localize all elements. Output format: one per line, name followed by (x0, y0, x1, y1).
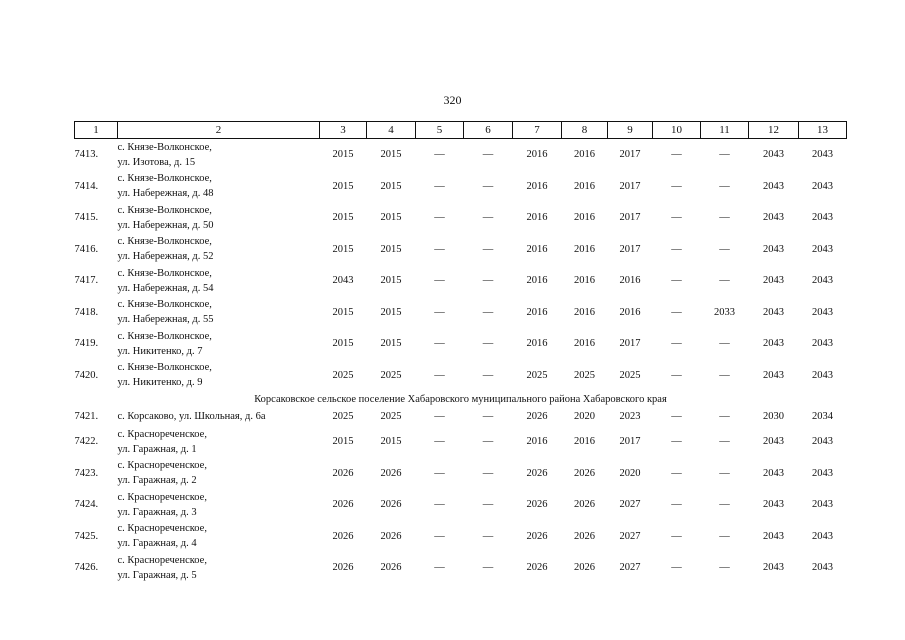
year-cell: 2026 (574, 530, 595, 542)
table-row (75, 265, 847, 297)
row-address (118, 171, 320, 203)
address-line: с. Корсаково, ул. Школьная, д. 6а (117, 410, 266, 422)
table-row (75, 234, 847, 266)
row-number: 7426. (74, 562, 99, 574)
year-cell: 2043 (812, 499, 833, 511)
row-number: 7414. (74, 180, 99, 192)
year-cell: 2015 (332, 149, 354, 161)
year-cell: 2025 (574, 369, 595, 381)
address-line: с. Князе-Волконское, (117, 299, 212, 311)
row-number: 7419. (74, 338, 99, 350)
year-cell: — (482, 499, 494, 511)
year-cell: — (434, 306, 445, 318)
table-row (75, 458, 847, 490)
row-number: 7422. (74, 436, 99, 448)
year-cell: 2026 (380, 562, 402, 574)
column-header: 13 (799, 122, 847, 139)
year-cell: — (719, 369, 730, 381)
column-header-row (75, 122, 847, 139)
year-cell: 2017 (619, 149, 641, 161)
year-cell: 2043 (812, 180, 833, 192)
year-cell: 2020 (619, 467, 641, 479)
year-cell: — (482, 410, 494, 422)
year-cell: 2015 (380, 306, 402, 318)
row-number: 7418. (74, 306, 99, 318)
year-cell: — (719, 562, 730, 574)
year-cell: 2015 (332, 338, 354, 350)
year-cell: 2043 (763, 243, 784, 255)
year-cell: 2026 (526, 499, 548, 511)
year-cell: 2043 (812, 467, 833, 479)
table-row (75, 202, 847, 234)
row-number: 7421. (74, 410, 99, 422)
year-cell: 2016 (619, 306, 641, 318)
year-cell: 2015 (380, 275, 402, 287)
address-line: ул. Гаражная, д. 2 (117, 475, 197, 487)
year-cell: 2027 (619, 530, 641, 542)
table-row (75, 552, 847, 584)
year-cell: — (482, 338, 494, 350)
year-cell: 2033 (714, 306, 735, 318)
year-cell: 2026 (380, 467, 402, 479)
year-cell: — (434, 180, 445, 192)
year-cell: 2017 (619, 436, 641, 448)
row-address (118, 552, 320, 584)
row-number: 7423. (74, 467, 99, 479)
table-row (75, 426, 847, 458)
table-row (75, 139, 847, 171)
year-cell: 2016 (574, 338, 595, 350)
table-row (75, 521, 847, 553)
year-cell: — (671, 275, 682, 287)
address-line: с. Краснореченское, (117, 491, 207, 503)
year-cell: 2043 (812, 243, 833, 255)
year-cell: 2016 (574, 243, 595, 255)
column-header: 3 (320, 122, 367, 139)
year-cell: — (482, 436, 494, 448)
section-title: Корсаковское сельское поселение Хабаровского муниципального района Хабаровского края (254, 393, 667, 405)
address-line: ул. Гаражная, д. 5 (117, 569, 197, 581)
year-cell: — (482, 530, 494, 542)
year-cell: 2016 (574, 436, 595, 448)
year-cell: 2023 (619, 410, 641, 422)
year-cell: — (671, 410, 682, 422)
year-cell: 2043 (763, 212, 784, 224)
address-line: с. Князе-Волконское, (117, 362, 212, 374)
year-cell: — (482, 212, 494, 224)
year-cell: 2043 (763, 306, 784, 318)
address-line: с. Князе-Волконское, (117, 267, 212, 279)
year-cell: — (719, 410, 730, 422)
year-cell: 2043 (763, 499, 784, 511)
address-line: ул. Гаражная, д. 4 (117, 538, 197, 550)
year-cell: 2043 (812, 436, 833, 448)
row-number: 7425. (74, 530, 99, 542)
year-cell: 2026 (526, 467, 548, 479)
year-cell: — (434, 212, 445, 224)
year-cell: — (671, 212, 682, 224)
year-cell: 2025 (332, 410, 354, 422)
year-cell: — (482, 180, 494, 192)
year-cell: 2015 (380, 243, 402, 255)
year-cell: — (719, 180, 730, 192)
column-header: 11 (701, 122, 749, 139)
year-cell: 2043 (812, 562, 833, 574)
row-number: 7415. (74, 212, 99, 224)
address-line: ул. Гаражная, д. 3 (117, 506, 197, 518)
year-cell: 2027 (619, 499, 641, 511)
year-cell: 2027 (619, 562, 641, 574)
year-cell: — (482, 306, 494, 318)
year-cell: 2016 (574, 180, 595, 192)
table-row (75, 406, 847, 426)
year-cell: 2016 (526, 275, 548, 287)
year-cell: 2016 (619, 275, 641, 287)
year-cell: 2030 (763, 410, 784, 422)
year-cell: 2026 (574, 499, 595, 511)
row-address (118, 328, 320, 360)
table-row (75, 171, 847, 203)
year-cell: 2015 (380, 436, 402, 448)
year-cell: 2017 (619, 212, 641, 224)
column-header: 9 (608, 122, 653, 139)
year-cell: — (671, 243, 682, 255)
year-cell: 2043 (763, 275, 784, 287)
year-cell: — (719, 338, 730, 350)
address-line: с. Краснореченское, (117, 460, 207, 472)
row-number: 7413. (74, 149, 99, 161)
address-line: ул. Никитенко, д. 9 (117, 377, 203, 389)
row-number: 7420. (74, 369, 99, 381)
year-cell: 2043 (332, 275, 354, 287)
year-cell: 2043 (763, 562, 784, 574)
year-cell: — (482, 562, 494, 574)
year-cell: 2015 (332, 306, 354, 318)
year-cell: 2016 (526, 149, 548, 161)
year-cell: 2020 (574, 410, 595, 422)
row-address (118, 360, 320, 392)
year-cell: — (482, 243, 494, 255)
year-cell: 2043 (812, 369, 833, 381)
year-cell: 2017 (619, 180, 641, 192)
year-cell: — (719, 467, 730, 479)
address-line: с. Краснореченское, (117, 428, 207, 440)
year-cell: 2025 (380, 410, 402, 422)
year-cell: 2025 (526, 369, 548, 381)
year-cell: 2017 (619, 243, 641, 255)
year-cell: — (671, 369, 682, 381)
year-cell: — (434, 499, 445, 511)
year-cell: 2026 (380, 499, 402, 511)
year-cell: — (434, 467, 445, 479)
year-cell: — (719, 275, 730, 287)
year-cell: 2025 (380, 369, 402, 381)
year-cell: — (434, 410, 445, 422)
year-cell: — (482, 467, 494, 479)
year-cell: 2015 (332, 212, 354, 224)
year-cell: — (434, 149, 445, 161)
year-cell: 2026 (380, 530, 402, 542)
year-cell: 2026 (526, 562, 548, 574)
year-cell: 2043 (812, 149, 833, 161)
year-cell: 2015 (380, 180, 402, 192)
year-cell: 2016 (526, 212, 548, 224)
table-row (75, 360, 847, 392)
column-header: 4 (367, 122, 416, 139)
year-cell: — (671, 467, 682, 479)
column-header: 2 (118, 122, 320, 139)
year-cell: — (434, 562, 445, 574)
year-cell: 2043 (812, 306, 833, 318)
column-header: 7 (513, 122, 562, 139)
year-cell: 2015 (380, 149, 402, 161)
year-cell: 2043 (812, 338, 833, 350)
year-cell: 2016 (574, 212, 595, 224)
year-cell: — (671, 530, 682, 542)
address-line: с. Князе-Волконское, (117, 141, 212, 153)
year-cell: — (671, 306, 682, 318)
year-cell: 2043 (812, 275, 833, 287)
year-cell: — (434, 243, 445, 255)
year-cell: — (482, 149, 494, 161)
row-address (118, 265, 320, 297)
year-cell: — (482, 275, 494, 287)
year-cell: 2043 (763, 369, 784, 381)
year-cell: 2043 (763, 467, 784, 479)
year-cell: — (719, 436, 730, 448)
year-cell: 2016 (574, 306, 595, 318)
year-cell: 2015 (332, 243, 354, 255)
table-row (75, 297, 847, 329)
address-line: с. Князе-Волконское, (117, 330, 212, 342)
year-cell: 2015 (332, 180, 354, 192)
year-cell: — (671, 180, 682, 192)
address-line: с. Краснореченское, (117, 554, 207, 566)
year-cell: 2025 (619, 369, 641, 381)
year-cell: 2015 (380, 212, 402, 224)
column-header: 8 (562, 122, 608, 139)
row-address (118, 406, 320, 426)
year-cell: 2016 (574, 149, 595, 161)
year-cell: 2025 (332, 369, 354, 381)
year-cell: 2043 (763, 180, 784, 192)
year-cell: — (719, 149, 730, 161)
year-cell: 2043 (763, 338, 784, 350)
year-cell: 2043 (763, 149, 784, 161)
address-line: с. Князе-Волконское, (117, 204, 212, 216)
column-header: 1 (75, 122, 118, 139)
housing-register-table (74, 121, 847, 584)
address-line: ул. Гаражная, д. 1 (117, 443, 197, 455)
year-cell: 2043 (812, 212, 833, 224)
year-cell: — (719, 212, 730, 224)
year-cell: 2026 (332, 562, 354, 574)
year-cell: — (482, 369, 494, 381)
address-line: ул. Набережная, д. 52 (117, 251, 214, 263)
year-cell: 2026 (332, 467, 354, 479)
year-cell: 2026 (332, 530, 354, 542)
column-header: 5 (416, 122, 464, 139)
address-line: с. Князе-Волконское, (117, 173, 212, 185)
year-cell: 2043 (812, 530, 833, 542)
group-1-rows (75, 139, 847, 392)
year-cell: — (671, 149, 682, 161)
year-cell: 2026 (574, 467, 595, 479)
row-address (118, 234, 320, 266)
year-cell: 2043 (763, 436, 784, 448)
row-address (118, 489, 320, 521)
year-cell: — (719, 243, 730, 255)
address-line: ул. Набережная, д. 54 (117, 282, 214, 294)
row-address (118, 521, 320, 553)
year-cell: 2026 (526, 530, 548, 542)
row-address (118, 139, 320, 171)
year-cell: — (434, 530, 445, 542)
year-cell: — (434, 436, 445, 448)
year-cell: — (671, 562, 682, 574)
address-line: ул. Набережная, д. 50 (117, 219, 214, 231)
year-cell: 2026 (574, 562, 595, 574)
year-cell: — (434, 275, 445, 287)
year-cell: — (719, 499, 730, 511)
year-cell: 2026 (526, 410, 548, 422)
year-cell: — (671, 436, 682, 448)
column-header: 12 (749, 122, 799, 139)
year-cell: 2016 (526, 306, 548, 318)
group-2-rows (75, 426, 847, 584)
row-address (118, 202, 320, 234)
column-header: 10 (653, 122, 701, 139)
year-cell: 2016 (526, 436, 548, 448)
row-address (118, 458, 320, 490)
year-cell: 2015 (332, 436, 354, 448)
row-address (118, 426, 320, 458)
year-cell: — (719, 530, 730, 542)
row-number: 7424. (74, 499, 99, 511)
row-number: 7417. (74, 275, 99, 287)
address-line: ул. Изотова, д. 15 (117, 156, 196, 168)
row-address (118, 297, 320, 329)
row-number: 7416. (74, 243, 99, 255)
year-cell: — (434, 338, 445, 350)
column-header: 6 (464, 122, 513, 139)
year-cell: 2017 (619, 338, 641, 350)
address-line: с. Князе-Волконское, (117, 236, 212, 248)
page-number: 320 (443, 93, 462, 107)
year-cell: 2016 (526, 180, 548, 192)
address-line: с. Краснореченское, (117, 523, 207, 535)
table-row (75, 328, 847, 360)
year-cell: 2034 (812, 410, 833, 422)
table-row (75, 489, 847, 521)
year-cell: 2043 (763, 530, 784, 542)
year-cell: 2016 (526, 243, 548, 255)
year-cell: 2016 (574, 275, 595, 287)
year-cell: — (671, 499, 682, 511)
address-line: ул. Набережная, д. 55 (117, 314, 214, 326)
year-cell: — (671, 338, 682, 350)
year-cell: 2016 (526, 338, 548, 350)
year-cell: — (434, 369, 445, 381)
section-title-row (75, 391, 847, 406)
address-line: ул. Никитенко, д. 7 (117, 345, 203, 357)
year-cell: 2015 (380, 338, 402, 350)
address-line: ул. Набережная, д. 48 (117, 188, 214, 200)
year-cell: 2026 (332, 499, 354, 511)
